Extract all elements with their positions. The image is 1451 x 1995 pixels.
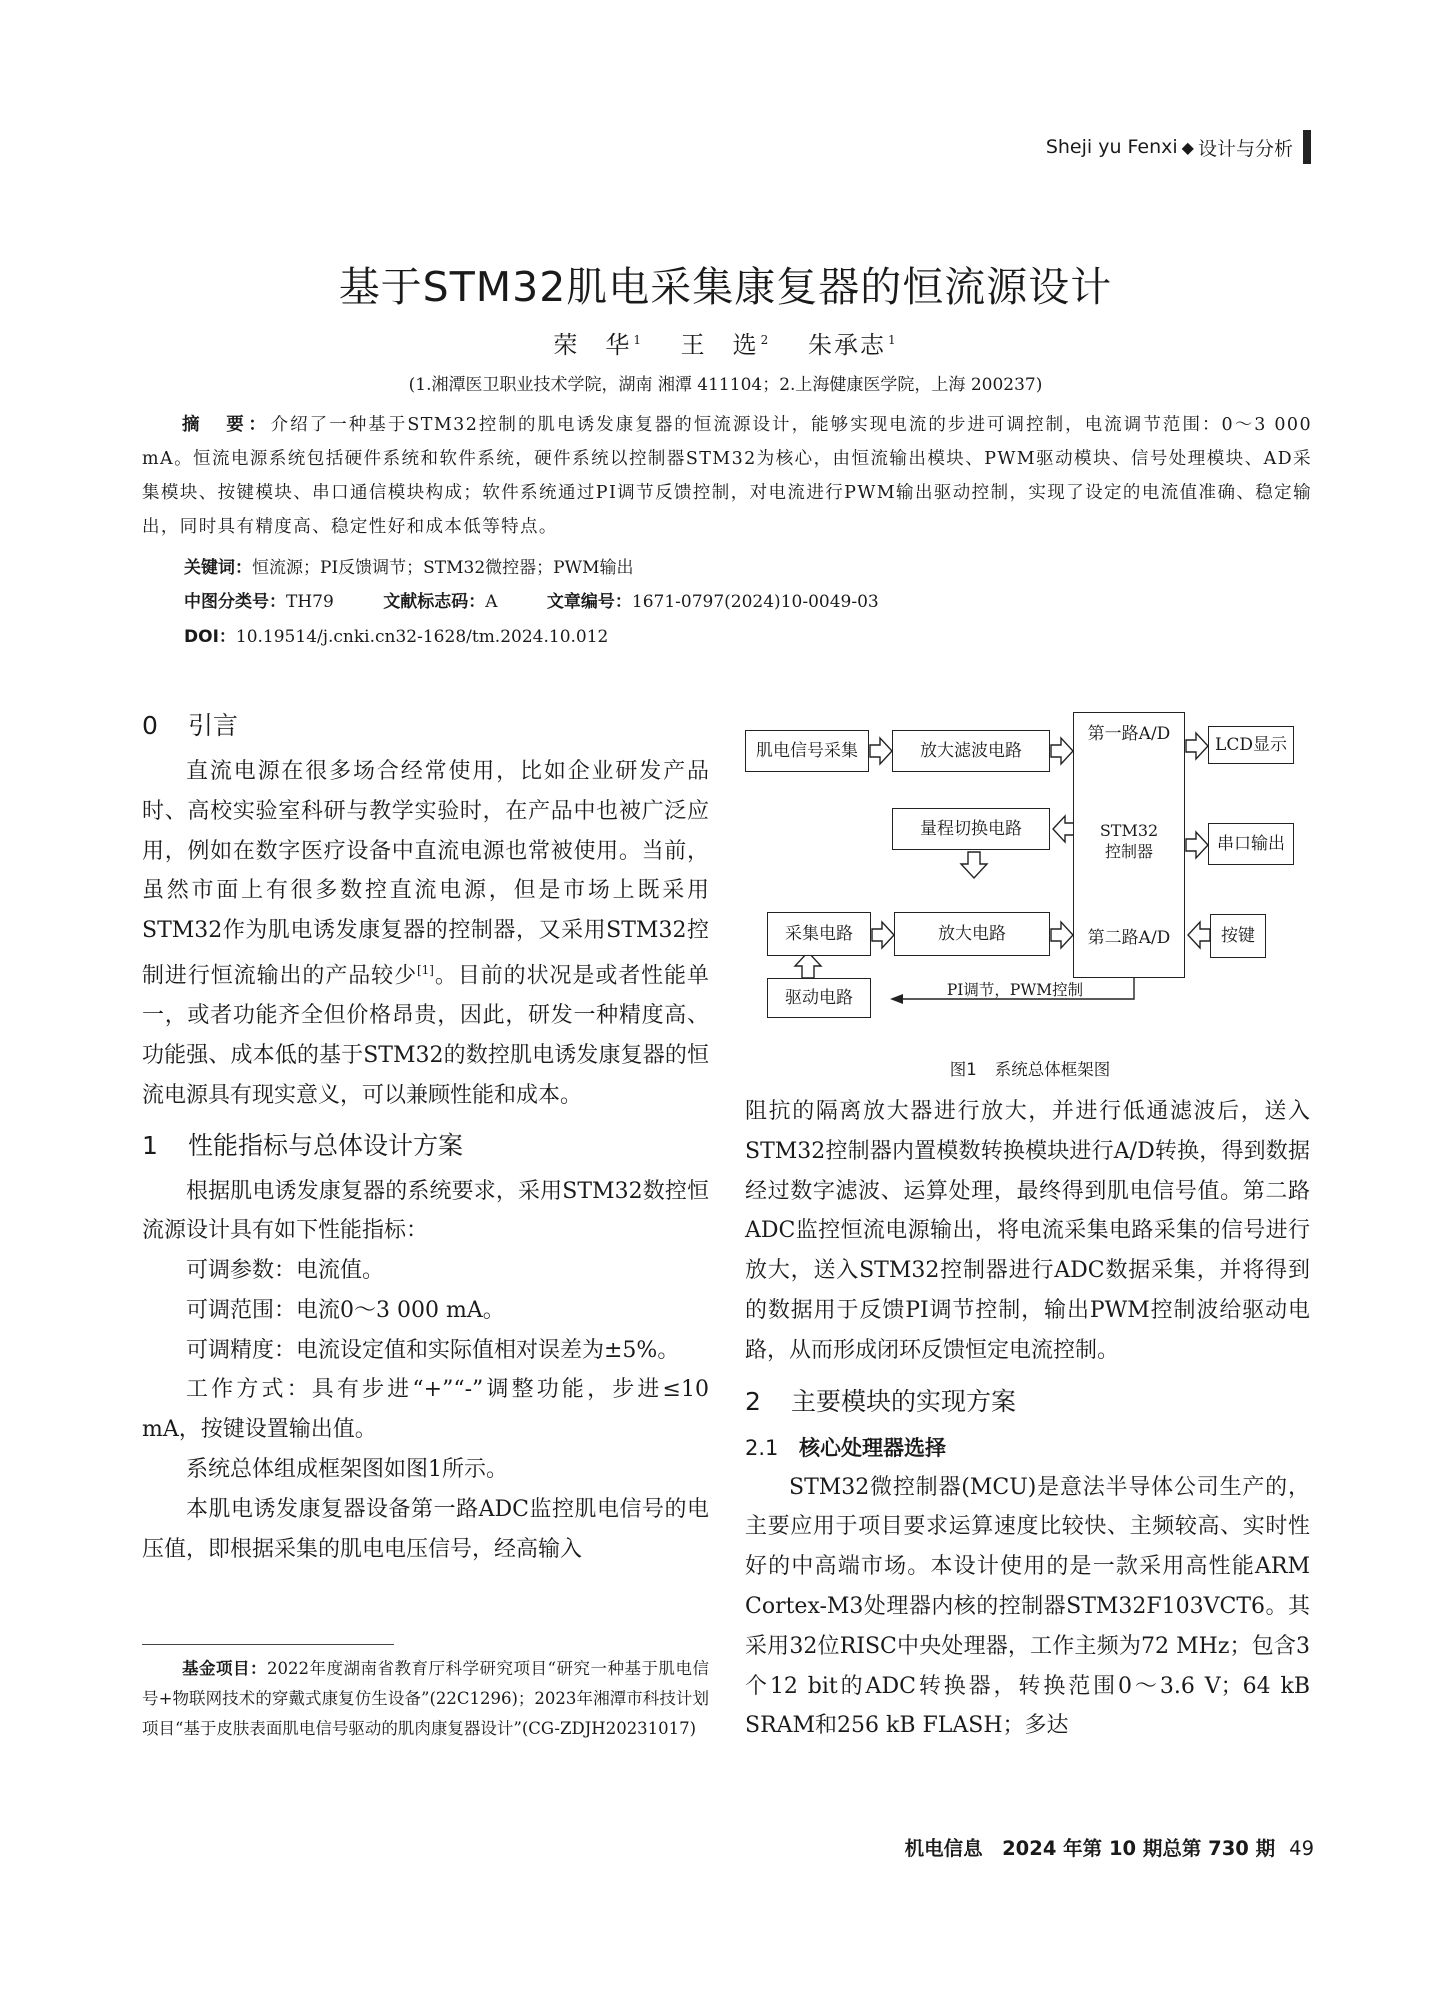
keywords (184, 553, 634, 578)
figure-number: 图1 (949, 1060, 977, 1079)
clc-label: 中图分类号： (184, 592, 286, 612)
paragraph: 直流电源在很多场合经常使用，比如企业研发产品时、高校实验室科研与教学实验时，在产品中也被广泛应用，例如在数字医疗设备中直流电源也常被使用。当前，虽然市面上有很多数控直流电源，但是市场上既采用STM32作为肌电诱发康复器的控制器，又采用STM32控制进行恒流输出的产品较少[1]。目前的状况是或者性能单一，或者功能齐全但价格昂贵，因此，研发一种精度高、功能强、成本低的基于STM32的数控肌电诱发康复器的恒流电源具有现实意义，可以兼顾性能和成本。 (142, 759, 709, 1108)
arrow-left-icon (1053, 816, 1075, 842)
paragraph: 系统总体组成框架图如图1所示。 (186, 1457, 508, 1483)
fund-text: 2022年度湖南省教育厅科学研究项目“研究一种基于肌电信号+物联网技术的穿戴式康复仿生设备”(22C1296)；2023年湘潭市科技计划项目“基于皮肤表面肌电信号驱动的肌肉康复器设计”(CG-ZDJH20231017) (142, 1659, 709, 1738)
spec-item: 可调范围：电流0～3 000 mA。 (186, 1297, 505, 1323)
arrow-right-icon (1186, 733, 1208, 759)
paragraph: 阻抗的隔离放大器进行放大，并进行低通滤波后，送入STM32控制器内置模数转换模块进行A/D转换，得到数据经过数字滤波、运算处理，最终得到肌电信号值。第二路ADC监控恒流电源输出，将电流采集电路采集的信号进行放大，送入STM32控制器进行ADC数据采集，并将得到的数据用于反馈PI调节控制，输出PWM控制波给驱动电路，从而形成闭环反馈恒定电流控制。 (745, 1099, 1310, 1363)
box-acquisition-circuit: 采集电路 (767, 912, 871, 956)
footnote (142, 1654, 709, 1744)
running-header (1046, 130, 1311, 164)
right-column (745, 1092, 1310, 1746)
journal-issue: 机电信息 2024 年第 10 期总第 730 期 (904, 1837, 1276, 1860)
box-serial-output: 串口输出 (1208, 823, 1294, 865)
header-diamond-icon: ◆ (1181, 137, 1194, 157)
doc-code-label: 文献标志码： (383, 592, 486, 612)
label-ch1-ad: 第一路A/D (1087, 724, 1171, 744)
figure-caption (745, 1056, 1315, 1080)
doi-label: DOI： (184, 627, 236, 647)
author: 荣 华 $^1$ (553, 331, 644, 359)
doi-value: 10.19514/j.cnki.cn32-1628/tm.2024.10.012 (235, 627, 609, 647)
section-heading: 1 性能指标与总体设计方案 (142, 1130, 464, 1160)
abstract-text: 介绍了一种基于STM32控制的肌电诱发康复器的恒流源设计，能够实现电流的步进可调控制，电流调节范围：0～3 000 mA。恒流电源系统包括硬件系统和软件系统，硬件系统以控制器STM32为核心，由恒流输出模块、PWM驱动模块、信号处理模块、AD采集模块、按键模块、串口通信模块构成；软件系统通过PI调节反馈控制，对电流进行PWM输出驱动控制，实现了设定的电流值准确、稳定输出，同时具有精度高、稳定性好和成本低等特点。 (142, 415, 1312, 537)
abstract-label: 摘 要： (182, 415, 271, 435)
arrow-right-icon (1186, 832, 1208, 858)
citation: [1] (416, 962, 434, 977)
header-bar (1303, 130, 1311, 164)
box-amplifier-circuit: 放大电路 (894, 912, 1050, 956)
classification-line (184, 587, 879, 612)
article-id-value: 1671-0797(2024)10-0049-03 (631, 592, 879, 612)
arrow-head-icon (890, 994, 903, 1004)
box-driver-circuit: 驱动电路 (767, 978, 871, 1018)
article-id-label: 文章编号： (546, 592, 632, 612)
arrow-left-icon (1188, 922, 1210, 948)
label-mcu: STM32 控制器 (1099, 821, 1159, 861)
paragraph: 根据肌电诱发康复器的系统要求，采用STM32数控恒流源设计具有如下性能指标： (142, 1178, 709, 1244)
figure-caption-text: 系统总体框架图 (994, 1060, 1111, 1079)
doc-code-value: A (485, 592, 498, 612)
feedback-label: PI调节，PWM控制 (946, 981, 1084, 999)
doi-line (184, 622, 608, 647)
author-list (0, 325, 1451, 360)
box-amp-filter: 放大滤波电路 (892, 730, 1050, 772)
keywords-label: 关键词： (184, 558, 252, 578)
header-column-name: 设计与分析 (1197, 137, 1293, 160)
clc-value: TH79 (286, 592, 334, 612)
keywords-text: 恒流源；PI反馈调节；STM32微控器；PWM输出 (252, 558, 634, 578)
subsection-heading: 2.1 核心处理器选择 (745, 1435, 946, 1460)
system-block-diagram (745, 702, 1315, 1042)
arrow-right-icon (1051, 738, 1073, 764)
left-column (142, 699, 709, 1569)
label-ch2-ad: 第二路A/D (1087, 928, 1171, 948)
page-number: 49 (1289, 1837, 1314, 1860)
arrow-right-icon (872, 922, 894, 948)
box-emg-acquisition: 肌电信号采集 (745, 730, 869, 772)
spec-item: 可调精度：电流设定值和实际值相对误差为±5%。 (186, 1337, 680, 1363)
spec-item: 工作方式：具有步进“+”“-”调整功能，步进≤10 mA，按键设置输出值。 (142, 1377, 709, 1443)
box-keys: 按键 (1210, 914, 1266, 958)
box-range-switch: 量程切换电路 (892, 808, 1050, 850)
abstract (142, 408, 1312, 544)
affiliation: (1.湘潭医卫职业技术学院，湖南 湘潭 411104；2.上海健康医学院，上海 200237) (408, 375, 1043, 395)
footnote-rule (142, 1644, 394, 1645)
author: 王 选 $^2$ (680, 331, 771, 359)
paper-title: 基于STM32肌电采集康复器的恒流源设计 (338, 263, 1113, 311)
box-lcd: LCD显示 (1208, 726, 1294, 764)
fund-label: 基金项目： (182, 1659, 268, 1678)
page-footer (905, 1833, 1314, 1861)
paragraph: 本肌电诱发康复器设备第一路ADC监控肌电信号的电压值，即根据采集的肌电电压信号，经高输入 (142, 1496, 709, 1562)
paragraph: STM32微控制器(MCU)是意法半导体公司生产的，主要应用于项目要求运算速度比较快、主频较高、实时性好的中高端市场。本设计使用的是一款采用高性能ARM Cortex-M3处理器内核的控制器STM32F103VCT6。其采用32位RISC中央处理器，工作主频为72 MHz；包含3个12 bit的ADC转换器，转换范围0～3.6 V；64 kB SRAM和256 kB FLASH；多达 (745, 1474, 1310, 1739)
section-heading: 0 引言 (142, 711, 239, 740)
spec-item: 可调参数：电流值。 (186, 1258, 385, 1284)
arrow-right-icon (870, 738, 892, 764)
arrow-down-icon (961, 852, 987, 878)
author: 朱承志 $^1$ (807, 331, 898, 359)
header-pinyin: Sheji yu Fenxi (1045, 136, 1178, 158)
section-heading: 2 主要模块的实现方案 (745, 1386, 1017, 1416)
arrow-right-icon (1051, 922, 1073, 948)
